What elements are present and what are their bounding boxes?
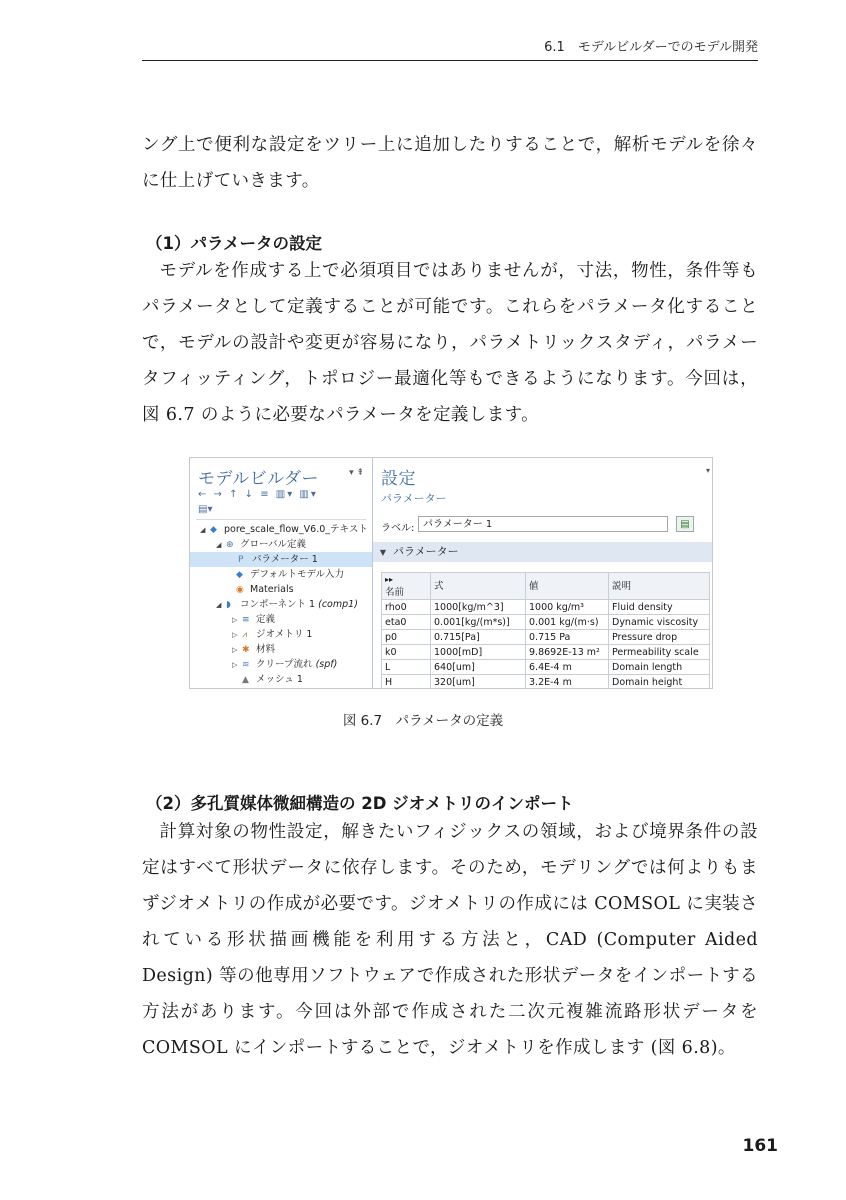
cell-value: 6.4E-4 m <box>526 660 609 675</box>
heading-parameter-settings: （1）パラメータの設定 <box>146 234 322 253</box>
cell-expression[interactable]: 0.715[Pa] <box>431 630 526 645</box>
material-icon: ✱ <box>242 645 250 655</box>
settings-title: 設定 <box>381 469 416 489</box>
table-row[interactable] <box>382 675 710 690</box>
cell-name[interactable]: rho0 <box>382 600 431 615</box>
figure-caption: 図 6.7 パラメータの定義 <box>342 713 504 729</box>
expand-arrow-icon[interactable]: ▷ <box>232 661 238 669</box>
tree-node-definitions[interactable]: ▷ ≡ 定義 <box>232 612 275 627</box>
tree-node-materials[interactable]: ◉ Materials <box>236 582 294 597</box>
column-header-expression[interactable]: 式 <box>431 573 526 600</box>
collapse-arrow-icon[interactable]: ◢ <box>216 601 222 609</box>
header-rule <box>142 60 758 61</box>
panel-divider <box>196 519 366 520</box>
model-builder-screenshot <box>189 457 713 689</box>
cell-value: 9.8692E-13 m² <box>526 645 609 660</box>
tree-toolbar[interactable]: ← → ↑ ↓ ≡ ▥▾ ▥▾ <box>198 489 318 500</box>
cell-name[interactable]: L <box>382 660 431 675</box>
tree-node-mesh[interactable]: ▲ メッシュ 1 <box>242 672 303 687</box>
model-builder-panel <box>190 458 372 688</box>
heading-geometry-import: （2）多孔質媒体微細構造の 2D ジオメトリのインポート <box>146 794 574 813</box>
column-header-name[interactable]: ▸▸ 名前 <box>382 573 431 600</box>
cell-value: 0.001 kg/(m·s) <box>526 615 609 630</box>
cell-description[interactable]: Fluid density <box>609 600 710 615</box>
parameters-table[interactable] <box>381 572 710 689</box>
parameters-section-header[interactable]: ▼ パラメーター <box>373 542 712 562</box>
tree-node-global-definitions[interactable]: ◢ ⊕ グローバル定義 <box>216 537 306 552</box>
mesh-icon: ▲ <box>242 675 249 685</box>
label-edit-button[interactable]: ▤ <box>676 516 694 532</box>
collapse-arrow-icon[interactable]: ◢ <box>200 526 206 534</box>
tree-node-creeping-flow[interactable]: ▷ ≋ クリープ流れ (spf) <box>232 657 337 672</box>
cell-description[interactable]: Domain length <box>609 660 710 675</box>
cell-expression[interactable]: 1000[kg/m^3] <box>431 600 526 615</box>
panel-pin-icon[interactable]: ▾ ⇞ <box>349 468 364 478</box>
cell-expression[interactable]: 1000[mD] <box>431 645 526 660</box>
model-inputs-icon: ◆ <box>236 570 243 580</box>
cell-expression[interactable]: 320[um] <box>431 675 526 690</box>
cell-description[interactable]: Permeability scale <box>609 645 710 660</box>
expand-arrow-icon[interactable]: ▷ <box>232 631 238 639</box>
collapse-triangle-icon: ▼ <box>379 548 387 557</box>
column-header-value[interactable]: 値 <box>526 573 609 600</box>
cell-value: 3.2E-4 m <box>526 675 609 690</box>
cell-name[interactable]: eta0 <box>382 615 431 630</box>
label-caption: ラベル: <box>381 523 415 534</box>
tree-node-component[interactable]: ◢ ◗ コンポーネント 1 (comp1) <box>216 597 358 612</box>
model-builder-title: モデルビルダー <box>198 469 319 489</box>
tree-node-geometry[interactable]: ▷ ⩘ ジオメトリ 1 <box>232 627 312 642</box>
cell-name[interactable]: p0 <box>382 630 431 645</box>
page-number: 161 <box>742 1136 778 1156</box>
tree-toolbar-secondary[interactable]: ▤▾ <box>198 504 213 515</box>
table-row[interactable] <box>382 615 710 630</box>
tree-node-material[interactable]: ▷ ✱ 材料 <box>232 642 275 657</box>
table-row[interactable] <box>382 645 710 660</box>
materials-icon: ◉ <box>236 585 244 595</box>
tree-node-root[interactable]: ◢ ◆ pore_scale_flow_V6.0_テキスト <box>200 522 368 537</box>
parameter-paragraph: モデルを作成する上で必須項目ではありませんが，寸法，物性，条件等もパラメータとして定義することが可能です。これらをパラメータ化することで，モデルの設計や変更が容易になり，パラメトリックスタディ，パラメータフィッティング，トポロジー最適化等もできるようになります。今回は，図 6.7 のように必要なパラメータを定義します。 <box>142 261 758 425</box>
geometry-paragraph: 計算対象の物性設定，解きたいフィジックスの領域，および境界条件の設定はすべて形状データに依存します。そのため，モデリングでは何よりもまずジオメトリの作成が必要です。ジオメトリの作成には COMSOL に実装されている形状描画機能を利用する方法と，CAD (Computer Aided Design) 等の他専用ソフトウェアで作成された形状データをインポートする方法があります。今回は外部で作成された二次元複雑流路形状データを COMSOL にインポートすることで，ジオメトリを作成します (図 6.8)。 <box>142 822 758 1058</box>
settings-menu-icon[interactable]: ▾ <box>705 466 710 475</box>
tree-node-default-model-inputs[interactable]: ◆ デフォルトモデル入力 <box>236 567 344 582</box>
definitions-icon: ≡ <box>242 615 250 625</box>
intro-paragraph: ング上で便利な設定をツリー上に追加したりすることで，解析モデルを徐々に仕上げていきます。 <box>142 135 758 191</box>
table-header-row <box>382 573 710 600</box>
column-header-description[interactable]: 説明 <box>609 573 710 600</box>
cell-description[interactable]: Dynamic viscosity <box>609 615 710 630</box>
cell-name[interactable]: k0 <box>382 645 431 660</box>
cell-description[interactable]: Pressure drop <box>609 630 710 645</box>
table-row[interactable] <box>382 600 710 615</box>
expand-arrow-icon[interactable]: ▷ <box>232 646 238 654</box>
cell-value: 0.715 Pa <box>526 630 609 645</box>
label-input[interactable]: パラメーター 1 <box>418 516 668 532</box>
cell-value: 1000 kg/m³ <box>526 600 609 615</box>
flow-icon: ≋ <box>242 660 250 670</box>
cell-expression[interactable]: 0.001[kg/(m*s)] <box>431 615 526 630</box>
running-header: 6.1 モデルビルダーでのモデル開発 <box>544 40 758 55</box>
expand-arrow-icon[interactable]: ▷ <box>232 616 238 624</box>
settings-subtitle: パラメーター <box>381 492 447 505</box>
cell-description[interactable]: Domain height <box>609 675 710 690</box>
fast-forward-icon: ▸▸ <box>385 575 394 584</box>
cell-name[interactable]: H <box>382 675 431 690</box>
geometry-icon: ⩘ <box>242 630 248 640</box>
component-icon: ◗ <box>226 600 231 610</box>
cell-expression[interactable]: 640[um] <box>431 660 526 675</box>
settings-panel <box>373 458 712 688</box>
globe-icon: ⊕ <box>226 540 234 550</box>
collapse-arrow-icon[interactable]: ◢ <box>216 541 222 549</box>
table-row[interactable] <box>382 660 710 675</box>
tree-node-parameters[interactable]: P パラメーター 1 <box>190 552 372 567</box>
model-icon: ◆ <box>210 525 217 535</box>
parameter-icon: P <box>238 555 244 565</box>
table-row[interactable] <box>382 630 710 645</box>
